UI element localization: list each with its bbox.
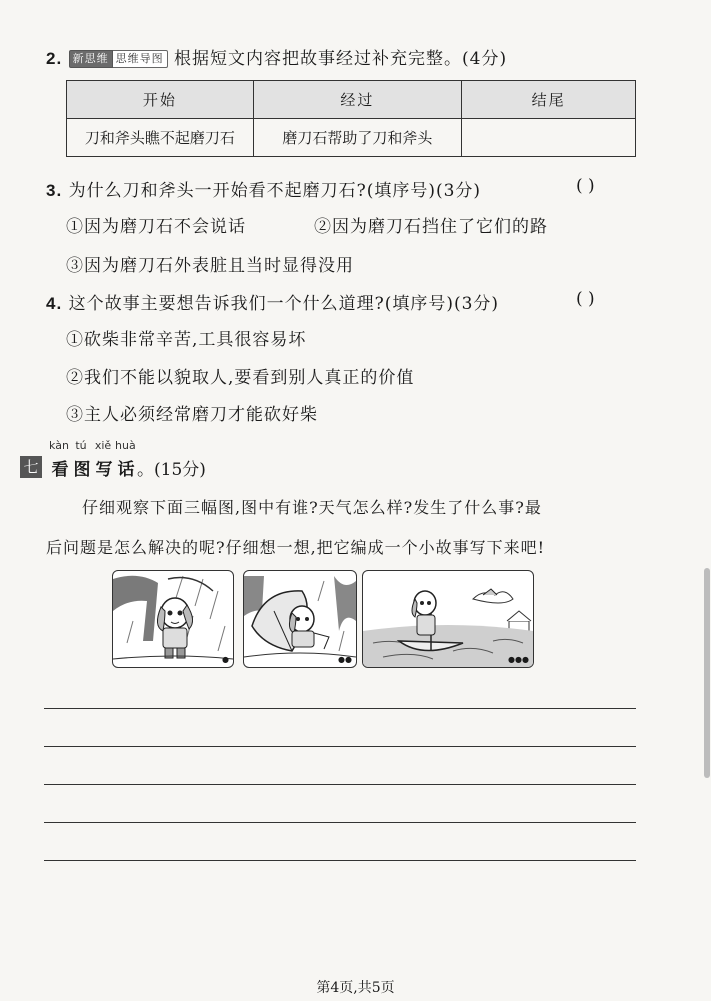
- q4-option-2: ②我们不能以貌取人,要看到别人真正的价值: [66, 368, 415, 388]
- instruction-line-1: 仔细观察下面三幅图,图中有谁?天气怎么样?发生了什么事?最: [82, 498, 542, 517]
- picture-1-marker: ●: [222, 655, 229, 664]
- story-table: [66, 80, 636, 157]
- writing-line[interactable]: [44, 822, 636, 823]
- q4-text: 这个故事主要想告诉我们一个什么道理?(填序号)(3分): [68, 294, 500, 314]
- section-7-score: 。(15分): [137, 460, 206, 480]
- title-char-tu: 图: [73, 460, 91, 480]
- q4-answer-blank[interactable]: ( ): [576, 289, 595, 309]
- picture-3-marker: ●●●: [508, 655, 529, 664]
- writing-line[interactable]: [44, 746, 636, 747]
- q3-text: 为什么刀和斧头一开始看不起磨刀石?(填序号)(3分): [68, 181, 482, 201]
- table-header-end: 结尾: [462, 81, 636, 119]
- q3-option-3: ③因为磨刀石外表脏且当时显得没用: [66, 256, 354, 276]
- table-cell-end-answer[interactable]: [462, 119, 636, 157]
- pinyin-xie: xiě: [94, 439, 112, 452]
- puppy-under-umbrella-illustration: [243, 570, 357, 668]
- tag-mind-map: 思维导图: [113, 50, 168, 68]
- pinyin-kan: kàn: [49, 439, 69, 452]
- q4-number: 4.: [46, 294, 63, 313]
- table-cell-middle: 磨刀石帮助了刀和斧头: [253, 119, 462, 157]
- q4-option-1: ①砍柴非常辛苦,工具很容易坏: [66, 330, 307, 350]
- title-char-xie: 写: [95, 460, 113, 480]
- q2-number: 2.: [46, 49, 63, 68]
- title-char-kan: 看: [51, 460, 69, 480]
- instruction-line-2: 后问题是怎么解决的呢?仔细想一想,把它编成一个小故事写下来吧!: [46, 538, 546, 557]
- tag-new-thinking: 新思维: [69, 50, 113, 68]
- table-cell-start: 刀和斧头瞧不起磨刀石: [67, 119, 254, 157]
- q3-option-2: ②因为磨刀石挡住了它们的路: [314, 217, 548, 237]
- section-7-title: [49, 455, 206, 480]
- q2-text: 根据短文内容把故事经过补充完整。(4分): [174, 49, 508, 69]
- scrollbar[interactable]: [704, 568, 710, 778]
- q3-option-1: ①因为磨刀石不会说话: [66, 217, 246, 237]
- puppy-in-rain-illustration: [112, 570, 234, 668]
- pinyin-hua: huà: [115, 439, 136, 452]
- q4-heading: [46, 289, 499, 314]
- q3-answer-blank[interactable]: ( ): [576, 176, 595, 196]
- q3-heading: [46, 176, 481, 201]
- table-header-middle: 经过: [253, 81, 462, 119]
- writing-line[interactable]: [44, 860, 636, 861]
- writing-line[interactable]: [44, 708, 636, 709]
- q4-option-3: ③主人必须经常磨刀才能砍好柴: [66, 405, 318, 425]
- puppy-umbrella-boat-illustration: [362, 570, 534, 668]
- section-7-badge: 七: [20, 456, 42, 478]
- title-char-hua: 话: [117, 460, 135, 480]
- table-header-start: 开始: [67, 81, 254, 119]
- writing-line[interactable]: [44, 784, 636, 785]
- page-footer: 第4页,共5页: [316, 980, 395, 996]
- picture-2-marker: ●●: [338, 655, 352, 664]
- pinyin-tu: tú: [75, 439, 87, 452]
- q2-heading: [46, 44, 507, 69]
- q3-number: 3.: [46, 181, 63, 200]
